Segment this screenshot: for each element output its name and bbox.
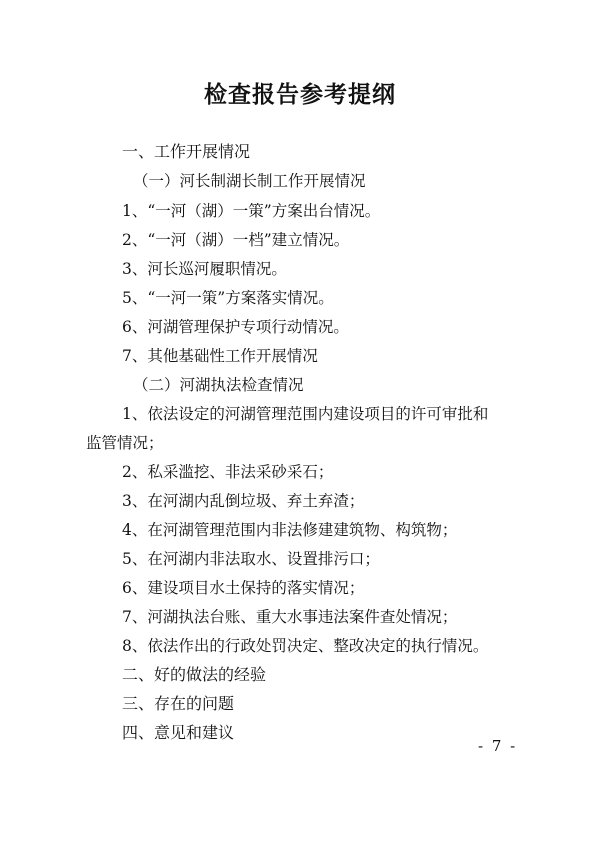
list-item: 2、私采滥挖、非法采砂采石； — [122, 463, 334, 481]
section-heading-suggestions: 四、意见和建议 — [122, 723, 235, 742]
list-item: 2、“一河（湖）一档”建立情况。 — [122, 231, 350, 249]
page-number: - 7 - — [478, 737, 518, 755]
list-item: 1、“一河（湖）一策”方案出台情况。 — [122, 202, 381, 220]
list-item: 6、河湖管理保护专项行动情况。 — [122, 318, 349, 336]
list-item: 1、依法设定的河湖管理范围内建设项目的许可审批和 — [122, 405, 489, 423]
subsection-heading-river-chief: （一）河长制湖长制工作开展情况 — [133, 172, 366, 190]
list-item: 3、河长巡河履职情况。 — [122, 260, 287, 278]
list-item: 7、河湖执法台账、重大水事违法案件查处情况； — [122, 608, 458, 626]
list-item: 8、依法作出的行政处罚决定、整改决定的执行情况。 — [122, 637, 489, 655]
list-item-continuation: 监管情况； — [86, 434, 164, 452]
list-item: 6、建设项目水土保持的落实情况； — [122, 579, 365, 597]
section-heading-practices: 二、好的做法的经验 — [122, 665, 267, 684]
list-item: 3、在河湖内乱倒垃圾、弃土弃渣； — [122, 492, 365, 510]
list-item: 5、“一河一策”方案落实情况。 — [122, 289, 334, 307]
section-heading-problems: 三、存在的问题 — [122, 694, 235, 713]
document-title: 检查报告参考提纲 — [204, 81, 396, 108]
list-item: 5、在河湖内非法取水、设置排污口； — [122, 550, 380, 568]
list-item: 4、在河湖管理范围内非法修建建筑物、构筑物； — [122, 521, 458, 539]
list-item: 7、其他基础性工作开展情况 — [122, 347, 318, 365]
subsection-heading-enforcement: （二）河湖执法检查情况 — [133, 376, 304, 394]
section-heading-work: 一、工作开展情况 — [122, 142, 251, 161]
